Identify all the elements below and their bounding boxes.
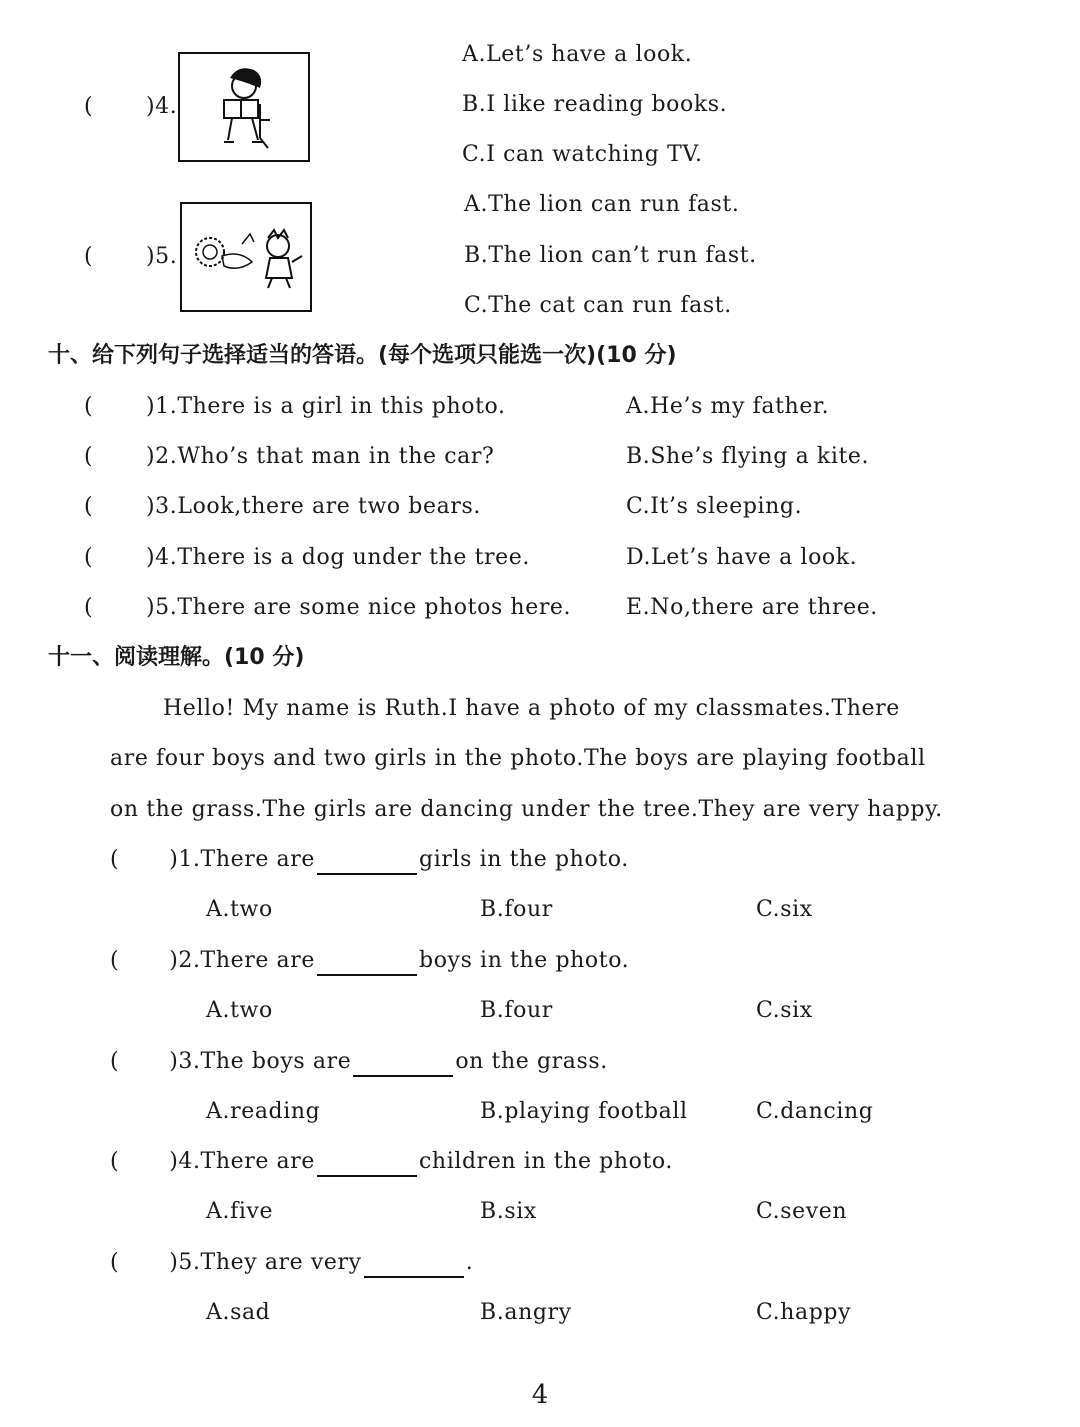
answer-paren: ( xyxy=(84,394,94,419)
answer-paren: ( xyxy=(110,1250,120,1275)
reading-question xyxy=(110,1248,473,1278)
page-number: 4 xyxy=(531,1380,549,1410)
question-stem-end: . xyxy=(465,1250,474,1275)
reading-question xyxy=(110,1147,673,1177)
question-text: )4.There is a dog under the tree. xyxy=(146,545,530,570)
answer-paren: ( xyxy=(84,494,94,519)
option-b: B.four xyxy=(480,897,553,922)
question-text: )1.There is a girl in this photo. xyxy=(146,394,506,419)
option-c: C.happy xyxy=(756,1300,852,1325)
answer-paren: ( xyxy=(110,1049,120,1074)
question-text: )5.There are some nice photos here. xyxy=(146,595,572,620)
answer-blank[interactable] xyxy=(317,851,417,875)
option-a: A.The lion can run fast. xyxy=(464,192,740,217)
passage-line: Hello! My name is Ruth.I have a photo of my classmates.There xyxy=(163,696,900,721)
option-a: A.sad xyxy=(206,1300,271,1325)
answer-blank[interactable] xyxy=(353,1053,453,1077)
answer-blank[interactable] xyxy=(317,952,417,976)
section-heading: 十一、阅读理解。(10 分) xyxy=(48,645,305,670)
question-stem: )4.There are xyxy=(169,1149,316,1174)
answer-paren: ( xyxy=(110,1149,120,1174)
reading-question xyxy=(110,946,629,976)
option-a: A.five xyxy=(206,1199,274,1224)
question-stem-end: children in the photo. xyxy=(419,1149,673,1174)
answer-paren: ( xyxy=(84,244,94,269)
option-a: A.two xyxy=(206,998,273,1023)
answer-paren: ( xyxy=(84,595,94,620)
option-a: A.reading xyxy=(206,1099,321,1124)
section-heading: 十、给下列句子选择适当的答语。(每个选项只能选一次)(10 分) xyxy=(48,343,677,368)
option-a: A.two xyxy=(206,897,273,922)
option-c: C.seven xyxy=(756,1199,848,1224)
question-stem: )5.They are very xyxy=(169,1250,362,1275)
option-b: B.The lion can’t run fast. xyxy=(464,243,757,268)
question-stem-end: on the grass. xyxy=(455,1049,608,1074)
option-b: B.six xyxy=(480,1199,537,1224)
option-c: C.The cat can run fast. xyxy=(464,293,732,318)
option-c: C.I can watching TV. xyxy=(462,142,703,167)
answer-option: C.It’s sleeping. xyxy=(626,494,803,519)
question-text: )2.Who’s that man in the car? xyxy=(146,444,495,469)
option-b: B.four xyxy=(480,998,553,1023)
reading-question xyxy=(110,1047,608,1077)
question-stem: )3.The boys are xyxy=(169,1049,352,1074)
answer-option: B.She’s flying a kite. xyxy=(626,444,870,469)
boy-reading-icon xyxy=(178,52,310,162)
option-a: A.Let’s have a look. xyxy=(462,42,693,67)
answer-option: D.Let’s have a look. xyxy=(626,545,858,570)
question-number: )5. xyxy=(146,244,178,269)
reading-question xyxy=(110,845,629,875)
question-stem-end: boys in the photo. xyxy=(419,948,630,973)
answer-paren: ( xyxy=(84,94,94,119)
lion-and-cat-icon xyxy=(180,202,312,312)
option-c: C.dancing xyxy=(756,1099,874,1124)
option-b: B.I like reading books. xyxy=(462,92,728,117)
question-stem: )2.There are xyxy=(169,948,316,973)
answer-option: A.He’s my father. xyxy=(626,394,830,419)
passage-line: on the grass.The girls are dancing under the tree.They are very happy. xyxy=(110,797,943,822)
answer-paren: ( xyxy=(84,545,94,570)
question-stem: )1.There are xyxy=(169,847,316,872)
question-text: )3.Look,there are two bears. xyxy=(146,494,481,519)
answer-paren: ( xyxy=(110,948,120,973)
answer-blank[interactable] xyxy=(317,1153,417,1177)
answer-paren: ( xyxy=(110,847,120,872)
option-b: B.angry xyxy=(480,1300,572,1325)
option-c: C.six xyxy=(756,998,813,1023)
passage-line: are four boys and two girls in the photo.The boys are playing football xyxy=(110,746,926,771)
option-c: C.six xyxy=(756,897,813,922)
question-number: )4. xyxy=(146,94,178,119)
answer-paren: ( xyxy=(84,444,94,469)
answer-blank[interactable] xyxy=(364,1254,464,1278)
option-b: B.playing football xyxy=(480,1099,688,1124)
question-stem-end: girls in the photo. xyxy=(419,847,629,872)
answer-option: E.No,there are three. xyxy=(626,595,878,620)
